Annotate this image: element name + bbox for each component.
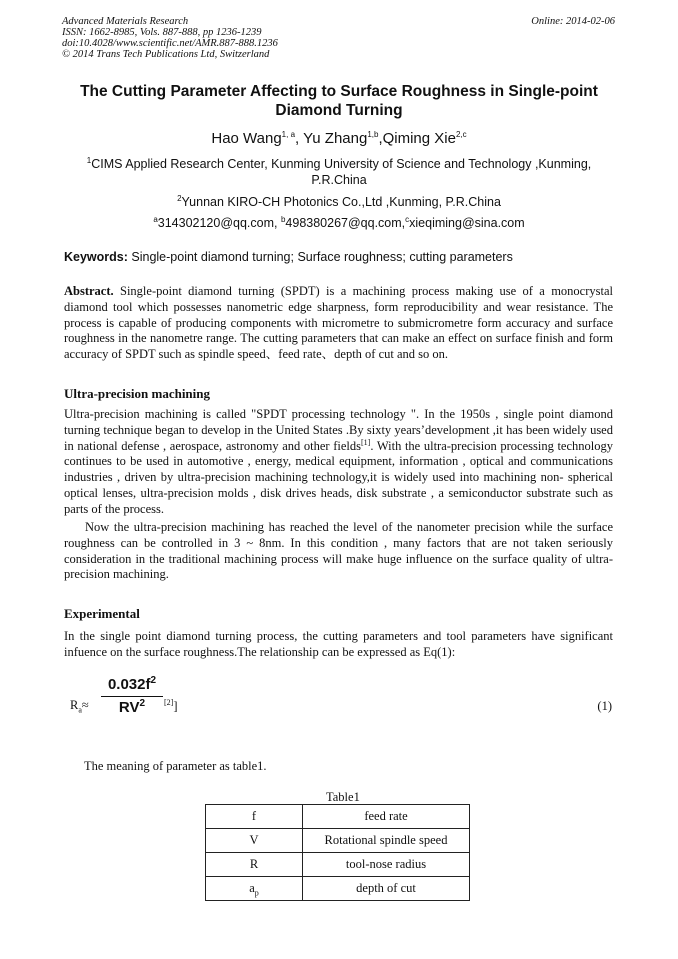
section-1-paragraph-1 [64, 407, 613, 518]
eq-numerator [101, 676, 163, 693]
citation-1: [1] [360, 437, 371, 447]
affil-1-line-1: CIMS Applied Research Center, Kunming University of Science and Technology ,Kunming, [91, 157, 592, 171]
table-caption: Table1 [326, 790, 360, 804]
equation-lhs [70, 698, 89, 713]
author-list: Hao Wang$^{1, a}$, Yu Zhang$^{1,b}$,Qiming Xie$^{2,c}$ [211, 130, 467, 147]
table-row [206, 853, 470, 877]
author-1-affil: 1, a [281, 130, 296, 139]
eq-denominator-base: RV [118, 699, 140, 716]
affiliation-1 [60, 156, 618, 188]
table-row [206, 805, 470, 829]
eq-close-bracket: ] [173, 699, 178, 713]
copyright-line: © 2014 Trans Tech Publications Ltd, Switzerland [62, 49, 270, 60]
symbol-subscript: p [254, 888, 259, 898]
s1-p1-text-a: Ultra-precision machining is called "SPDT processing technology ". In the 1950s , single point diamond turning technique began to develop in the United States .By sixty years’development ,it has been widely used in national defense , aerospace, astronomy and other fields [64, 407, 613, 453]
eq-numerator-exp: 2 [150, 675, 157, 686]
parameter-table [205, 804, 470, 901]
affil-1-line-2: P.R.China [311, 173, 367, 187]
equation-ref [164, 699, 178, 714]
author-2: Yu Zhang [303, 130, 368, 147]
section-heading-experimental: Experimental [64, 606, 140, 621]
author-3: Qiming Xie [382, 130, 456, 147]
email-a: 314302120@qq.com, [157, 216, 281, 230]
section-1-paragraph-2: Now the ultra-precision machining has reached the level of the nanometer precision while the surface roughness can be controlled in 3 ~ 8nm. In this condition , many factors that are not taken seriously consideration in the traditional machining process will make huge influence on the surface quality of ultra-precision machining. [64, 520, 613, 582]
paper-title [40, 82, 638, 120]
issn-line: ISSN: 1662-8985, Vols. 887-888, pp 1236-1239 [62, 27, 262, 38]
eq-denominator-exp: 2 [139, 698, 146, 709]
title-line-2: Diamond Turning [275, 102, 403, 119]
table-row [206, 829, 470, 853]
email-a-mark: a [153, 214, 158, 224]
affil-2-text: Yunnan KIRO-CH Photonics Co.,Ltd ,Kunming, P.R.China [181, 195, 501, 209]
email-c-mark: c [405, 214, 410, 224]
abstract [64, 284, 613, 363]
equation-number: (1) [597, 699, 612, 713]
author-1: Hao Wang [211, 130, 282, 147]
fraction-bar [101, 696, 163, 697]
eq-numerator-base: 0.032f [107, 676, 151, 693]
abstract-label: Abstract. [64, 284, 114, 298]
table-meaning-cell: feed rate [303, 805, 470, 829]
table-meaning-cell: Rotational spindle speed [303, 829, 470, 853]
citation-2: [2] [164, 697, 174, 707]
author-2-affil: 1,b [367, 130, 379, 139]
journal-header [62, 16, 278, 60]
section-2-paragraph-2: The meaning of parameter as table1. [84, 759, 267, 773]
online-date: Online: 2014-02-06 [531, 16, 615, 27]
author-3-affil: 2,c [455, 130, 467, 139]
eq-lhs-sub: a [78, 705, 82, 715]
journal-name: Advanced Materials Research [62, 16, 189, 27]
symbol-base: a [249, 881, 255, 895]
email-line [60, 215, 618, 231]
affil-2-mark: 2 [177, 193, 182, 203]
section-heading-ultra-precision: Ultra-precision machining [64, 386, 211, 401]
keywords-text: Single-point diamond turning; Surface roughness; cutting parameters [127, 250, 513, 264]
eq-denominator [101, 699, 163, 716]
affil-1-mark: 1 [86, 155, 92, 165]
eq-approx: ≈ [81, 698, 89, 712]
keywords-label: Keywords: [64, 250, 128, 264]
table-symbol-cell [206, 877, 303, 901]
email-b: 498380267@qq.com, [285, 216, 406, 230]
s1-p1-text-b: . With the ultra-precision processing technology continues to be used in automotive , energy, medical equipment, information , optical and communications industries , driven by ultra-precision machining technology,it is widely used into machining non- spherical optical lenses, ultra-precision molds , disk drives heads, disk substrate , a semiconductor substrate such as parts of the process. [64, 438, 614, 516]
keywords [64, 250, 513, 264]
email-c: xieqiming@sina.com [409, 216, 525, 230]
title-line-1: The Cutting Parameter Affecting to Surface Roughness in Single-point [80, 83, 598, 100]
table-symbol-cell: f [206, 805, 303, 829]
email-b-mark: b [280, 214, 286, 224]
table-symbol-cell: V [206, 829, 303, 853]
affiliation-2 [60, 194, 618, 210]
table-symbol-cell: R [206, 853, 303, 877]
table-meaning-cell: depth of cut [303, 877, 470, 901]
table-meaning-cell: tool-nose radius [303, 853, 470, 877]
equation-fraction [101, 676, 163, 716]
doi-line: doi:10.4028/www.scientific.net/AMR.887-888.1236 [62, 38, 278, 49]
table-row [206, 877, 470, 901]
eq-lhs-symbol: R [70, 698, 79, 712]
section-2-paragraph-1: In the single point diamond turning process, the cutting parameters and tool parameters have significant infuence on the surface roughness.The relationship can be expressed as Eq(1): [64, 629, 613, 659]
abstract-text: Single-point diamond turning (SPDT) is a machining process making use of a monocrystal diamond tool which possesses nanometric edge sharpness, form reproducibility and wear resistance. The process is capable of producing components with micrometre to submicrometre form accuracy and surface roughness in the nanometre range. The cutting parameters that can make an effect on surface finish and form accuracy of SPDT such as spindle speed、feed rate、depth of cut and so on. [64, 284, 613, 362]
